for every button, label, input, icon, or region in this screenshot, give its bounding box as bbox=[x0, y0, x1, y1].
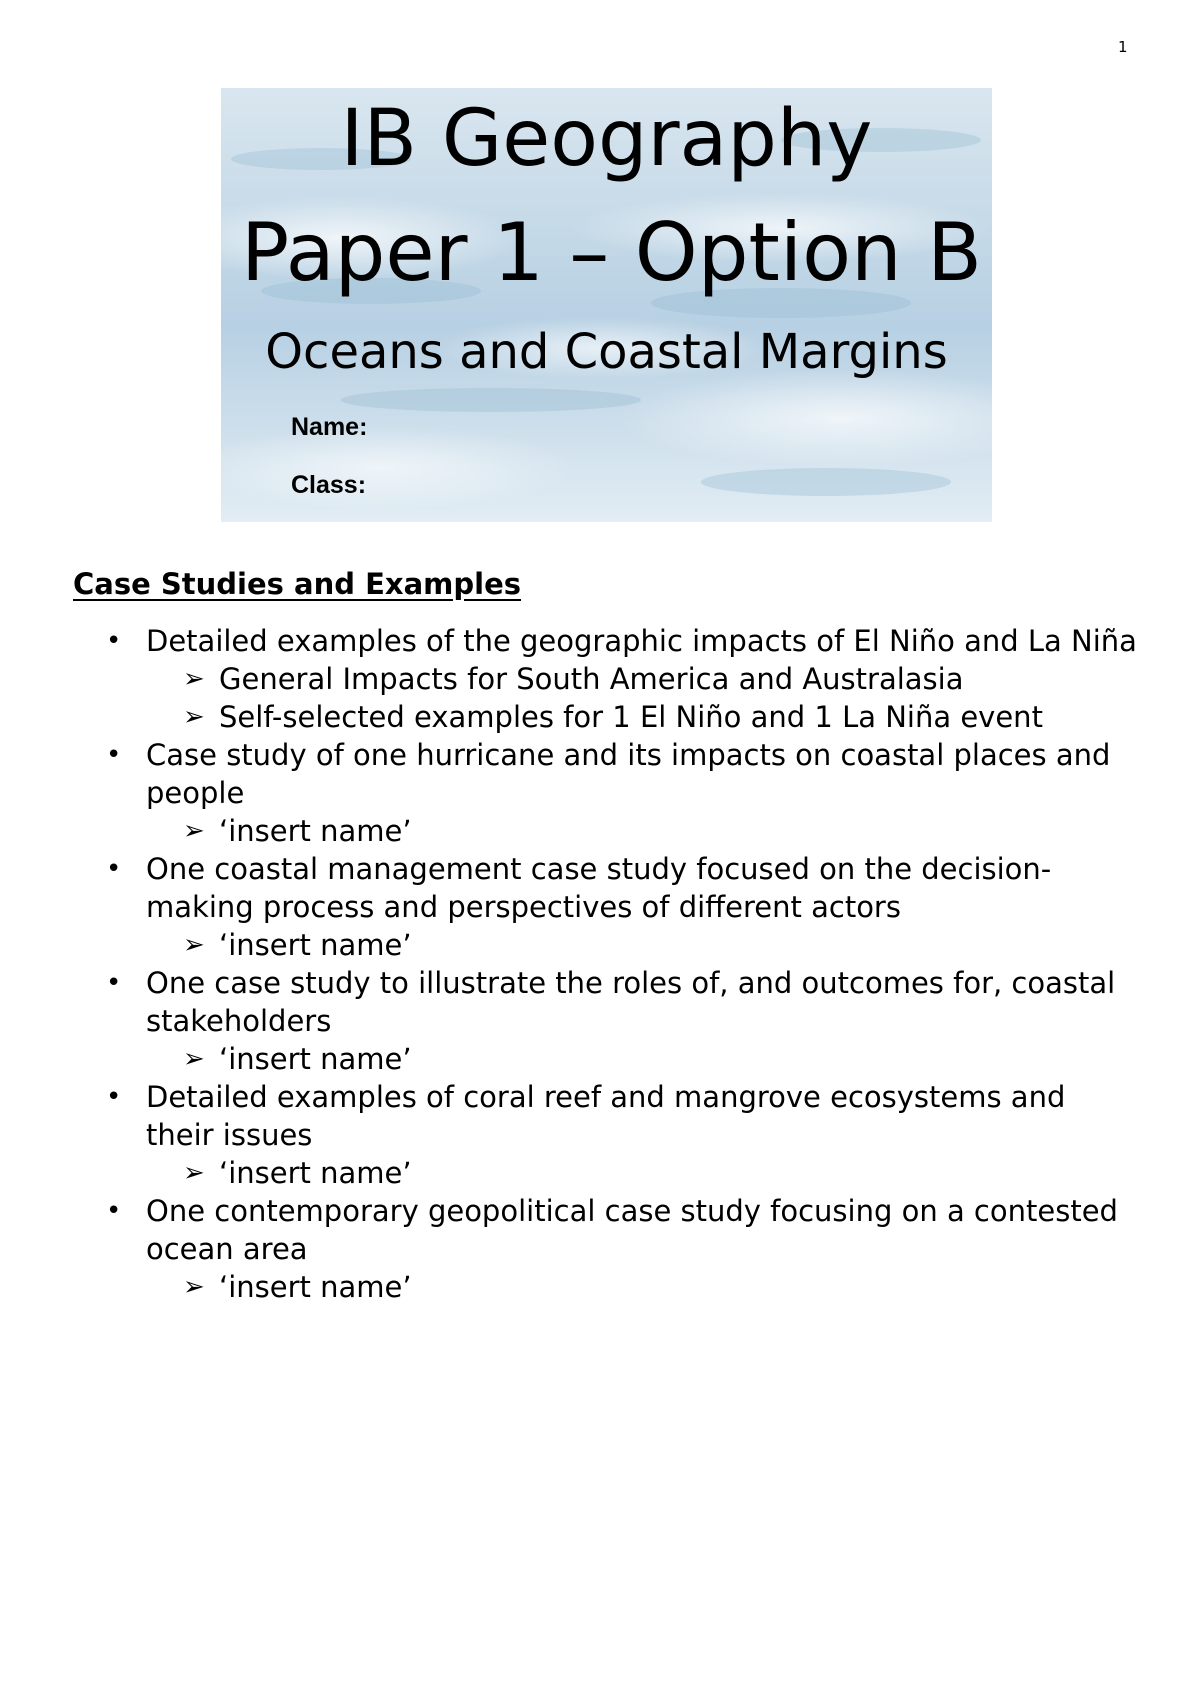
case-study-text: Case study of one hurricane and its impacts on coastal places and people bbox=[146, 738, 1111, 810]
ocean-wave-decoration bbox=[341, 388, 641, 412]
document-subtitle: Oceans and Coastal Margins bbox=[265, 324, 948, 380]
case-study-text: Detailed examples of the geographic impacts of El Niño and La Niña bbox=[146, 624, 1137, 658]
case-study-item bbox=[0, 736, 1200, 850]
ocean-wave-decoration bbox=[701, 468, 951, 496]
case-study-sub-text: Self-selected examples for 1 El Niño and 1 La Niña event bbox=[219, 700, 1043, 734]
case-study-sub-text: ‘insert name’ bbox=[219, 1270, 412, 1304]
arrow-bullet-icon: ➢ bbox=[183, 1158, 205, 1188]
case-study-sub-text: ‘insert name’ bbox=[219, 814, 412, 848]
bullet-icon: • bbox=[106, 740, 122, 770]
case-study-item bbox=[0, 622, 1200, 736]
case-study-sub-text: ‘insert name’ bbox=[219, 1042, 412, 1076]
case-study-sub-list bbox=[146, 1268, 1140, 1306]
page-number: 1 bbox=[1118, 38, 1128, 56]
bullet-icon: • bbox=[106, 1196, 122, 1226]
case-study-text: One contemporary geopolitical case study focusing on a contested ocean area bbox=[146, 1194, 1118, 1266]
document-paper-title: Paper 1 – Option B bbox=[240, 206, 983, 299]
arrow-bullet-icon: ➢ bbox=[183, 816, 205, 846]
arrow-bullet-icon: ➢ bbox=[183, 1272, 205, 1302]
section-heading: Case Studies and Examples bbox=[73, 567, 521, 601]
case-study-sub-item bbox=[146, 698, 1140, 736]
case-study-sub-item bbox=[146, 1268, 1140, 1306]
case-study-text: One coastal management case study focused on the decision-making process and perspectives of different actors bbox=[146, 852, 1052, 924]
case-study-sub-item bbox=[146, 812, 1140, 850]
case-study-sub-item bbox=[146, 660, 1140, 698]
case-study-sub-list bbox=[146, 812, 1140, 850]
case-study-sub-item bbox=[146, 1040, 1140, 1078]
arrow-bullet-icon: ➢ bbox=[183, 664, 205, 694]
case-study-sub-list bbox=[146, 926, 1140, 964]
arrow-bullet-icon: ➢ bbox=[183, 702, 205, 732]
case-study-list bbox=[0, 622, 1200, 1306]
case-study-sub-item bbox=[146, 1154, 1140, 1192]
case-study-item bbox=[0, 1078, 1200, 1192]
arrow-bullet-icon: ➢ bbox=[183, 1044, 205, 1074]
case-study-sub-text: General Impacts for South America and Australasia bbox=[219, 662, 964, 696]
case-study-sub-list bbox=[146, 1154, 1140, 1192]
bullet-icon: • bbox=[106, 1082, 122, 1112]
case-study-item bbox=[0, 1192, 1200, 1306]
bullet-icon: • bbox=[106, 968, 122, 998]
case-study-sub-text: ‘insert name’ bbox=[219, 1156, 412, 1190]
case-study-sub-list bbox=[146, 660, 1140, 736]
bullet-icon: • bbox=[106, 626, 122, 656]
arrow-bullet-icon: ➢ bbox=[183, 930, 205, 960]
name-label: Name: bbox=[291, 413, 368, 441]
cover-banner bbox=[221, 88, 992, 522]
bullet-icon: • bbox=[106, 854, 122, 884]
case-study-item bbox=[0, 964, 1200, 1078]
case-study-item bbox=[0, 850, 1200, 964]
case-study-sub-list bbox=[146, 1040, 1140, 1078]
case-study-text: Detailed examples of coral reef and mangrove ecosystems and their issues bbox=[146, 1080, 1066, 1152]
document-title: IB Geography bbox=[340, 94, 873, 184]
case-study-sub-text: ‘insert name’ bbox=[219, 928, 412, 962]
case-study-sub-item bbox=[146, 926, 1140, 964]
case-study-text: One case study to illustrate the roles of, and outcomes for, coastal stakeholders bbox=[146, 966, 1116, 1038]
class-label: Class: bbox=[291, 471, 367, 499]
